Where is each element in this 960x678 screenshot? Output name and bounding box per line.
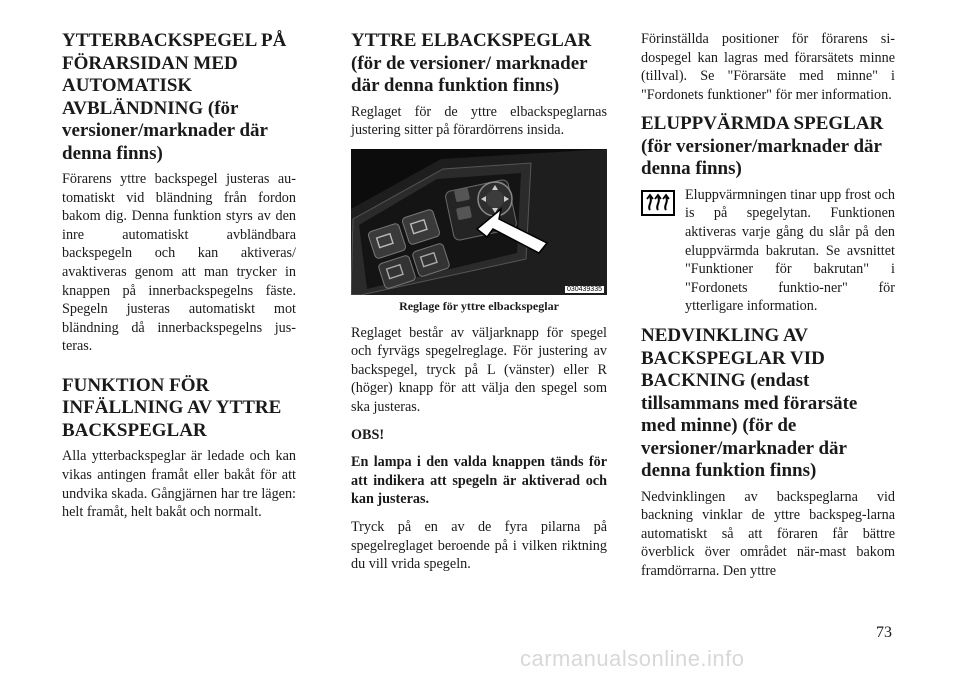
heading-folding-mirrors: FUNKTION FÖR INFÄLLNING AV YTTRE BACKSPEGLAR [62, 374, 282, 441]
heading-heated-mirrors: ELUPPVÄRMDA SPEGLAR (för versioner/marknader där denna finns) [641, 113, 884, 180]
paragraph-folding: Alla ytterbackspeglar är ledade och kan vikas antingen framåt eller bakåt för att undvika skada. Gångjärnen har tre lägen: helt framåt, helt bakåt och normalt. [62, 448, 296, 521]
paragraph-memory: Förinställda positioner för förarens si-dospegel kan lagras med förarsätets minne (tillval). Se "Förarsäte med minne" i "Fordonets funktioner" för mer information. [641, 31, 895, 103]
heading-reverse-tilt: NEDVINKLING AV BACKSPEGLAR VID BACKNING (endast tillsammans med förarsäte med minne) (för de versioner/marknader där denna funktion finns) [641, 325, 858, 482]
paragraph-switch-description: Reglaget består av väljarknapp för spegel och fyrvägs spegelreglage. För justering av backspegel, tryck på L (vänster) eller R (höger) knapp för att välja den spegel som ska justeras. [351, 324, 607, 416]
note-text: En lampa i den valda knappen tänds för att indikera att spegeln är aktiverad och kan justeras. [351, 454, 607, 508]
column-left [62, 30, 296, 531]
heading-auto-dimming-mirror: YTTERBACKSPEGEL PÅ FÖRARSIDAN MED AUTOMATISK AVBLÄNDNING (för versioner/marknader där denna finns) [62, 30, 287, 164]
column-right [641, 30, 895, 590]
paragraph-arrows: Tryck på en av de fyra pilarna på spegelreglaget beroende på i vilken riktning du vill vrida spegeln. [351, 519, 607, 573]
paragraph-reverse-tilt: Nedvinklingen av backspeglarna vid backning vinklar de yttre backspeg-larna automatiskt så att föraren får bättre överblick över området när-mast bakom framdörrarna. Den yttre [641, 488, 895, 579]
page-number: 73 [876, 624, 892, 641]
paragraph-auto-dimming: Förarens yttre backspegel justeras au-tomatiskt vid bländning från fordon bakom dig. Denna funktion styrs av den inre automatiskt avbländbara backspegeln och kan aktiveras/ avaktiveras genom att man trycker in knappen på innerbackspegelns fäste. Spegeln justeras automatiskt mot bländning då innerbackspegelns jus-teras. [62, 171, 296, 355]
figure-code: 030439335 [566, 285, 602, 293]
paragraph-switch-location: Reglaget för de yttre elbackspeglarnas justering sitter på förardörrens insida. [351, 103, 607, 139]
note-label: OBS! [351, 426, 385, 443]
watermark: carmanualsonline.info [520, 646, 745, 671]
mirror-switch-figure [351, 149, 607, 295]
mirror-switch-illustration [351, 149, 607, 295]
figure-caption: Reglage för yttre elbackspeglar [399, 298, 559, 313]
rear-defrost-icon [641, 190, 675, 216]
heated-mirror-block [641, 186, 895, 316]
column-middle [351, 30, 607, 583]
paragraph-heated: Eluppvärmningen tinar upp frost och is på spegelytan. Funktionen aktiveras varje gång du slår på den eluppvärmda bakrutan. Se avsnittet "Funktioner för bakrutan" i "Fordonets funktio-ner" för ytterligare information. [685, 186, 895, 315]
heading-power-mirrors: YTTRE ELBACKSPEGLAR (för de versioner/ marknader där denna funktion finns) [351, 30, 592, 96]
